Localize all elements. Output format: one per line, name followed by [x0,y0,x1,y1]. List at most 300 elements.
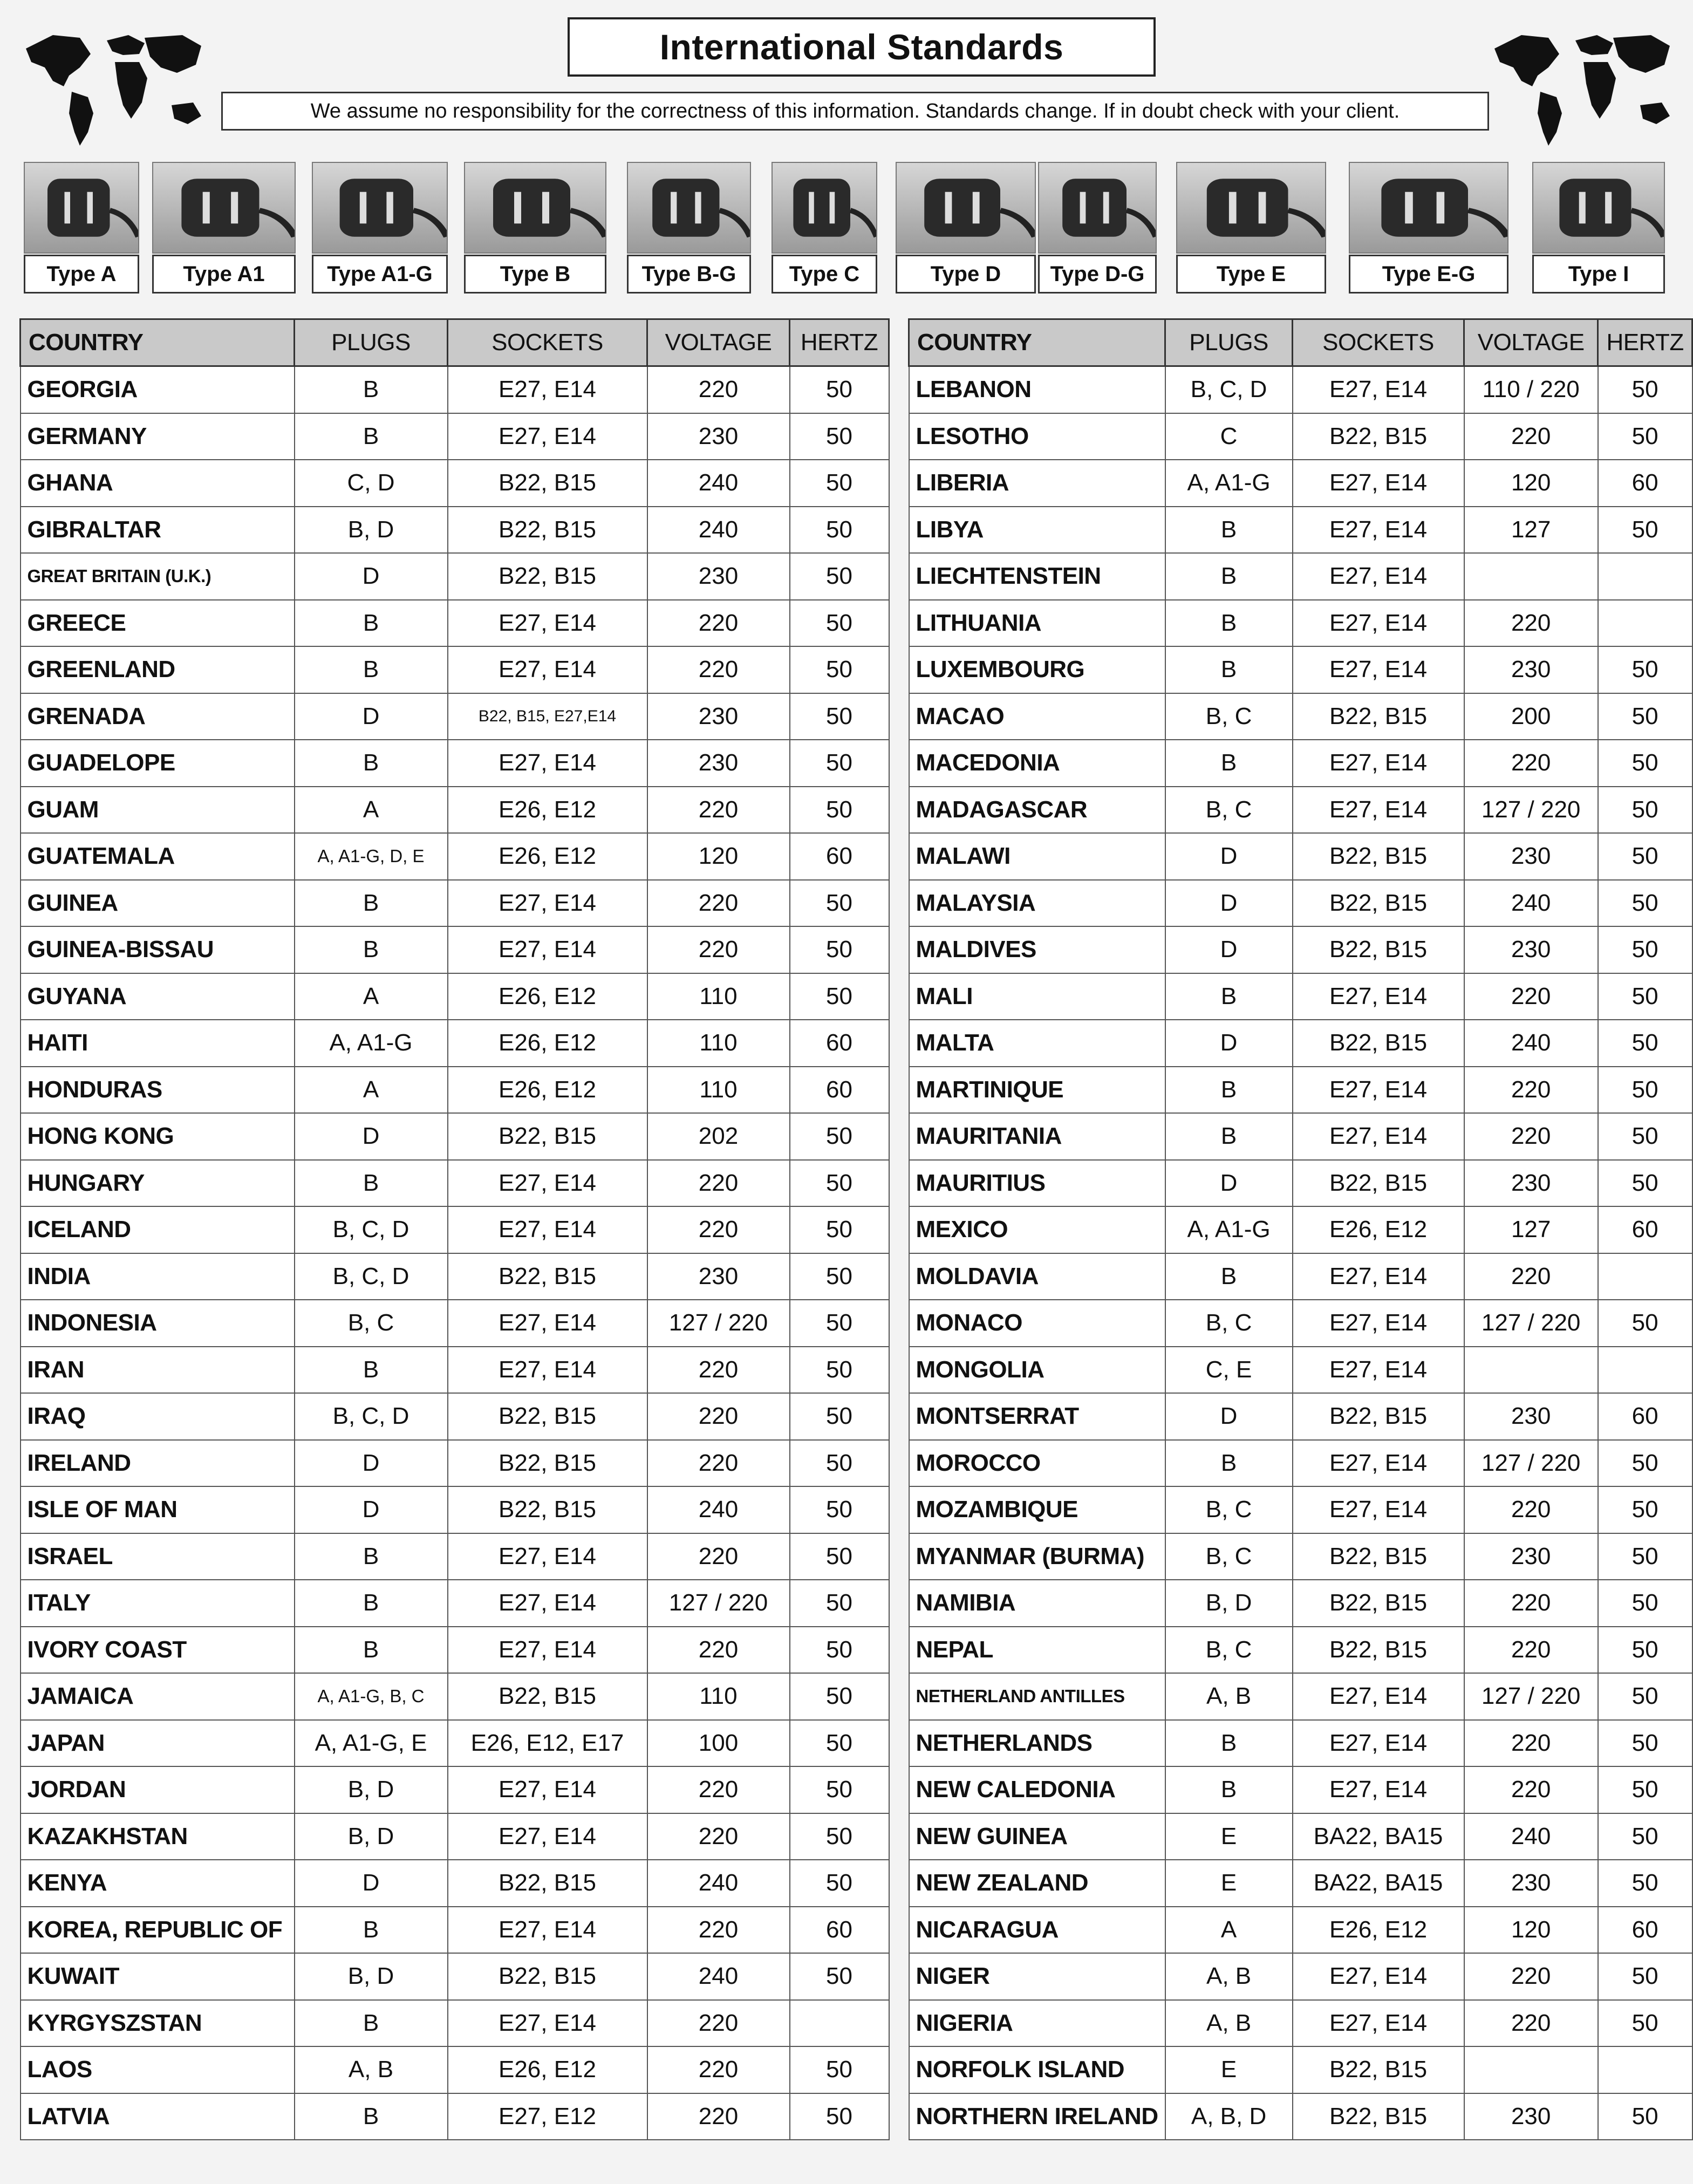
sockets-cell: B22, B15 [1293,1160,1464,1207]
sockets-cell: E27, E14 [1293,740,1464,787]
sockets-cell: B22, B15, E27,E14 [448,693,647,740]
voltage-cell: 230 [647,693,790,740]
plugs-cell: B [1165,1720,1293,1767]
plugs-cell: B [295,1580,448,1627]
plug-type-label: Type D [896,255,1036,294]
hertz-cell: 50 [1598,973,1692,1020]
sockets-cell: E27, E14 [448,1580,647,1627]
hertz-cell: 50 [790,460,889,507]
hertz-cell: 50 [1598,787,1692,834]
voltage-cell: 202 [647,1113,790,1160]
sockets-cell: E27, E14 [448,1533,647,1580]
country-cell: KUWAIT [21,1953,295,2000]
country-cell: GREENLAND [21,646,295,693]
plugs-cell: B [1165,1253,1293,1300]
plug-type-card [1176,162,1326,295]
voltage-cell: 220 [1464,1627,1598,1674]
table-row [21,646,889,693]
voltage-cell: 127 / 220 [1464,1440,1598,1487]
hertz-cell: 50 [790,1720,889,1767]
plugs-cell: B, C, D [295,1393,448,1440]
voltage-cell: 220 [647,646,790,693]
sockets-cell: E27, E14 [1293,1766,1464,1813]
plugs-cell: B [295,926,448,973]
table-row [909,366,1692,413]
country-cell: GEORGIA [21,366,295,413]
plugs-cell: B [1165,1067,1293,1114]
table-row [21,1486,889,1533]
hertz-cell: 50 [1598,1766,1692,1813]
sockets-cell: B22, B15 [1293,413,1464,460]
hertz-cell: 50 [790,740,889,787]
plugs-cell: B [295,2093,448,2140]
country-cell: NORTHERN IRELAND [909,2093,1165,2140]
country-cell: IRAN [21,1347,295,1394]
voltage-cell: 127 / 220 [647,1300,790,1347]
world-map-icon [1484,16,1678,151]
plug-type-label: Type A1-G [312,255,448,294]
hertz-cell [1598,1347,1692,1394]
sockets-cell: E26, E12 [448,1067,647,1114]
hertz-cell: 50 [1598,1627,1692,1674]
sockets-cell: E27, E14 [448,880,647,927]
voltage-cell [1464,1347,1598,1394]
sockets-cell: B22, B15 [1293,926,1464,973]
country-cell: KAZAKHSTAN [21,1813,295,1860]
country-cell: NIGER [909,1953,1165,2000]
plug-photo-icon [772,162,877,254]
country-cell: NETHERLAND ANTILLES [909,1673,1165,1720]
hertz-cell: 50 [1598,2093,1692,2140]
hertz-cell: 50 [790,2046,889,2093]
hertz-cell: 50 [790,1253,889,1300]
plugs-cell: A, A1-G, E [295,1720,448,1767]
sockets-cell: E27, E14 [1293,1300,1464,1347]
table-row [909,1067,1692,1114]
plugs-cell: D [1165,1160,1293,1207]
hertz-cell: 50 [1598,1067,1692,1114]
hertz-cell: 50 [1598,693,1692,740]
plugs-cell: B [295,1160,448,1207]
plugs-cell: A, A1-G, B, C [295,1673,448,1720]
plugs-cell: B, C [1165,787,1293,834]
sockets-cell: E27, E14 [448,646,647,693]
country-cell: NEW ZEALAND [909,1860,1165,1907]
country-cell: MONTSERRAT [909,1393,1165,1440]
table-row [21,693,889,740]
table-row [21,413,889,460]
plugs-cell: B, C [295,1300,448,1347]
voltage-cell: 220 [1464,973,1598,1020]
sockets-cell: E27, E14 [1293,1720,1464,1767]
country-cell: NEW CALEDONIA [909,1766,1165,1813]
sockets-cell: B22, B15 [1293,2093,1464,2140]
sockets-cell: B22, B15 [448,1860,647,1907]
hertz-cell: 50 [1598,1113,1692,1160]
country-cell: KENYA [21,1860,295,1907]
plugs-cell: B [295,740,448,787]
country-cell: MEXICO [909,1206,1165,1253]
country-cell: GUATEMALA [21,833,295,880]
table-row [21,1627,889,1674]
sockets-cell: E27, E14 [448,1813,647,1860]
hertz-cell: 50 [790,1300,889,1347]
plugs-cell: B [295,880,448,927]
hertz-cell: 60 [790,1020,889,1067]
plugs-cell: D [1165,926,1293,973]
plugs-cell: B [1165,646,1293,693]
hertz-cell: 50 [1598,1813,1692,1860]
voltage-cell: 200 [1464,693,1598,740]
plugs-cell: B [295,1533,448,1580]
hertz-cell: 50 [790,1533,889,1580]
plugs-cell: D [1165,880,1293,927]
hertz-cell: 50 [1598,1160,1692,1207]
country-cell: MACAO [909,693,1165,740]
plugs-cell: A, B, D [1165,2093,1293,2140]
plugs-cell: B [295,413,448,460]
voltage-cell: 120 [647,833,790,880]
sockets-cell: E27, E14 [1293,1067,1464,1114]
plug-type-card [24,162,139,295]
sockets-cell: E27, E14 [1293,460,1464,507]
hertz-cell: 50 [1598,926,1692,973]
plug-type-card [896,162,1036,295]
table-row [21,1860,889,1907]
hertz-cell: 50 [790,1160,889,1207]
plugs-cell: A [295,1067,448,1114]
plugs-cell: B, C [1165,1300,1293,1347]
plugs-cell: B, C, D [295,1253,448,1300]
table-row [21,600,889,647]
country-cell: MOLDAVIA [909,1253,1165,1300]
table-row [21,1813,889,1860]
country-cell: GREAT BRITAIN (U.K.) [21,553,295,600]
country-cell: LIECHTENSTEIN [909,553,1165,600]
country-cell: LIBYA [909,507,1165,554]
country-cell: NIGERIA [909,2000,1165,2047]
plugs-cell: D [1165,1393,1293,1440]
voltage-cell: 230 [1464,646,1598,693]
table-row [21,1020,889,1067]
sockets-cell: E27, E14 [448,1206,647,1253]
table-row [21,460,889,507]
plugs-cell: B, C, D [1165,366,1293,413]
column-header-voltage: VOLTAGE [647,319,790,366]
table-row [21,1206,889,1253]
hertz-cell: 50 [790,926,889,973]
table-row [909,1393,1692,1440]
voltage-cell: 220 [647,366,790,413]
country-cell: GRENADA [21,693,295,740]
voltage-cell: 220 [647,600,790,647]
plugs-cell: B [295,1347,448,1394]
plugs-cell: B [1165,553,1293,600]
voltage-cell: 127 [1464,507,1598,554]
sockets-cell: B22, B15 [448,1486,647,1533]
column-header-voltage: VOLTAGE [1464,319,1598,366]
country-cell: MAURITANIA [909,1113,1165,1160]
country-cell: MAURITIUS [909,1160,1165,1207]
table-row [909,1673,1692,1720]
hertz-cell: 50 [790,1953,889,2000]
voltage-cell: 230 [1464,2093,1598,2140]
plugs-cell: B [295,2000,448,2047]
plugs-cell: B [1165,973,1293,1020]
plugs-cell: B, D [295,1766,448,1813]
hertz-cell: 50 [790,693,889,740]
table-row [909,1720,1692,1767]
sockets-cell: B22, B15 [1293,1020,1464,1067]
hertz-cell: 60 [1598,1393,1692,1440]
sockets-cell: B22, B15 [448,1673,647,1720]
voltage-cell: 220 [647,1206,790,1253]
hertz-cell: 50 [790,1580,889,1627]
voltage-cell: 230 [1464,1160,1598,1207]
sockets-cell: E26, E12 [448,973,647,1020]
hertz-cell: 50 [1598,2000,1692,2047]
column-header-country: COUNTRY [21,319,295,366]
country-cell: ISRAEL [21,1533,295,1580]
voltage-cell: 110 [647,1673,790,1720]
country-cell: HAITI [21,1020,295,1067]
country-cell: IRELAND [21,1440,295,1487]
plugs-cell: C, E [1165,1347,1293,1394]
hertz-cell: 50 [790,553,889,600]
sockets-cell: B22, B15 [448,1440,647,1487]
voltage-cell: 220 [1464,740,1598,787]
hertz-cell: 50 [790,1347,889,1394]
country-cell: MARTINIQUE [909,1067,1165,1114]
plugs-cell: A, A1-G [1165,1206,1293,1253]
voltage-cell: 230 [1464,1393,1598,1440]
voltage-cell [1464,2046,1598,2093]
table-row [21,1300,889,1347]
column-header-sockets: SOCKETS [448,319,647,366]
voltage-cell: 220 [647,880,790,927]
plugs-cell: D [295,1486,448,1533]
sockets-cell: E27, E14 [1293,553,1464,600]
voltage-cell: 120 [1464,1907,1598,1954]
hertz-cell: 60 [790,1067,889,1114]
table-row [21,2093,889,2140]
sockets-cell: B22, B15 [448,507,647,554]
table-row [21,2000,889,2047]
country-cell: HUNGARY [21,1160,295,1207]
voltage-cell: 220 [647,787,790,834]
plugs-cell: B [1165,740,1293,787]
country-cell: NORFOLK ISLAND [909,2046,1165,2093]
table-row [909,1020,1692,1067]
hertz-cell: 50 [790,600,889,647]
country-cell: NEPAL [909,1627,1165,1674]
plug-type-label: Type A1 [152,255,296,294]
sockets-cell: E26, E12, E17 [448,1720,647,1767]
hertz-cell: 50 [1598,1020,1692,1067]
voltage-cell: 100 [647,1720,790,1767]
country-cell: NICARAGUA [909,1907,1165,1954]
table-row [909,1860,1692,1907]
country-cell: ITALY [21,1580,295,1627]
plug-type-label: Type I [1532,255,1665,294]
hertz-cell: 50 [790,1486,889,1533]
voltage-cell: 230 [647,553,790,600]
plugs-cell: A, A1-G [1165,460,1293,507]
voltage-cell: 220 [1464,1580,1598,1627]
country-cell: MOROCCO [909,1440,1165,1487]
voltage-cell: 220 [1464,2000,1598,2047]
sockets-cell: E27, E14 [1293,1347,1464,1394]
plug-photo-icon [1349,162,1508,254]
country-cell: INDIA [21,1253,295,1300]
voltage-cell: 240 [647,507,790,554]
hertz-cell [790,2000,889,2047]
sockets-cell: E27, E14 [1293,1953,1464,2000]
plug-type-card [772,162,877,295]
country-cell: LITHUANIA [909,600,1165,647]
voltage-cell: 240 [1464,1813,1598,1860]
sockets-cell: E26, E12 [1293,1206,1464,1253]
sockets-cell: E27, E14 [1293,2000,1464,2047]
voltage-cell: 220 [1464,1720,1598,1767]
plug-photo-icon [896,162,1036,254]
table-row [21,787,889,834]
country-cell: ISLE OF MAN [21,1486,295,1533]
table-row [21,833,889,880]
plugs-cell: A, B [1165,2000,1293,2047]
plug-type-label: Type C [772,255,877,294]
voltage-cell: 127 [1464,1206,1598,1253]
voltage-cell: 220 [1464,1953,1598,2000]
table-row [909,1206,1692,1253]
table-row [909,1160,1692,1207]
hertz-cell [1598,553,1692,600]
plugs-cell: B, C [1165,1486,1293,1533]
hertz-cell: 50 [1598,1860,1692,1907]
plug-type-label: Type B-G [627,255,751,294]
hertz-cell: 60 [790,1907,889,1954]
column-header-plugs: PLUGS [295,319,448,366]
voltage-cell: 220 [1464,1253,1598,1300]
plugs-cell: B, C, D [295,1206,448,1253]
plug-photo-icon [24,162,139,254]
plugs-cell: A [295,973,448,1020]
sockets-cell: E27, E14 [1293,1673,1464,1720]
plug-type-label: Type D-G [1038,255,1157,294]
table-row [909,1113,1692,1160]
table-row [21,1160,889,1207]
hertz-cell: 50 [790,366,889,413]
table-row [21,1907,889,1954]
voltage-cell: 220 [1464,413,1598,460]
plug-type-card [1349,162,1508,295]
country-cell: GUYANA [21,973,295,1020]
table-row [909,2093,1692,2140]
plugs-cell: B [1165,600,1293,647]
table-row [909,1486,1692,1533]
hertz-cell: 50 [790,646,889,693]
plug-photo-icon [152,162,296,254]
plugs-cell: C [1165,413,1293,460]
sockets-cell: B22, B15 [1293,880,1464,927]
column-header-sockets: SOCKETS [1293,319,1464,366]
country-cell: GHANA [21,460,295,507]
plugs-cell: B, C [1165,693,1293,740]
hertz-cell [1598,2046,1692,2093]
plugs-cell: B, C [1165,1627,1293,1674]
plugs-cell: D [295,553,448,600]
country-cell: NETHERLANDS [909,1720,1165,1767]
sockets-cell: E27, E14 [448,1347,647,1394]
plug-photo-icon [312,162,448,254]
plug-type-label: Type E-G [1349,255,1508,294]
sockets-cell: E27, E14 [1293,1486,1464,1533]
plug-type-card [627,162,751,295]
plugs-cell: B, D [295,507,448,554]
table-row [21,1766,889,1813]
voltage-cell: 220 [647,2093,790,2140]
table-row [909,740,1692,787]
voltage-cell: 240 [1464,880,1598,927]
hertz-cell: 60 [790,833,889,880]
voltage-cell: 240 [647,460,790,507]
table-row [909,2046,1692,2093]
plugs-cell: D [295,1113,448,1160]
country-cell: GERMANY [21,413,295,460]
voltage-cell: 220 [647,2046,790,2093]
hertz-cell: 50 [1598,1673,1692,1720]
table-row [21,973,889,1020]
hertz-cell [1598,600,1692,647]
hertz-cell: 50 [790,1206,889,1253]
country-cell: JAMAICA [21,1673,295,1720]
country-cell: GUINEA [21,880,295,927]
table-row [909,1347,1692,1394]
hertz-cell: 50 [1598,1953,1692,2000]
voltage-cell: 230 [647,413,790,460]
sockets-cell: E27, E14 [448,926,647,973]
voltage-cell: 230 [1464,926,1598,973]
plugs-cell: B [295,646,448,693]
table-row [21,1440,889,1487]
table-row [21,1253,889,1300]
country-cell: MACEDONIA [909,740,1165,787]
table-row [21,1673,889,1720]
sockets-cell: B22, B15 [448,1393,647,1440]
hertz-cell: 50 [1598,880,1692,927]
table-row [909,1907,1692,1954]
hertz-cell: 50 [1598,1533,1692,1580]
country-cell: LEBANON [909,366,1165,413]
table-row [909,833,1692,880]
table-row [909,787,1692,834]
table-row [909,507,1692,554]
table-row [909,2000,1692,2047]
voltage-cell: 220 [647,1766,790,1813]
sockets-cell: E27, E12 [448,2093,647,2140]
page-title: International Standards [568,17,1156,77]
sockets-cell: E27, E14 [448,1627,647,1674]
sockets-cell: E26, E12 [448,2046,647,2093]
sockets-cell: BA22, BA15 [1293,1860,1464,1907]
plugs-cell: B [295,1907,448,1954]
plugs-cell: A [295,787,448,834]
hertz-cell: 60 [1598,1206,1692,1253]
voltage-cell: 220 [647,1440,790,1487]
sockets-cell: E27, E14 [448,1300,647,1347]
country-cell: HONDURAS [21,1067,295,1114]
plugs-cell: A, A1-G [295,1020,448,1067]
